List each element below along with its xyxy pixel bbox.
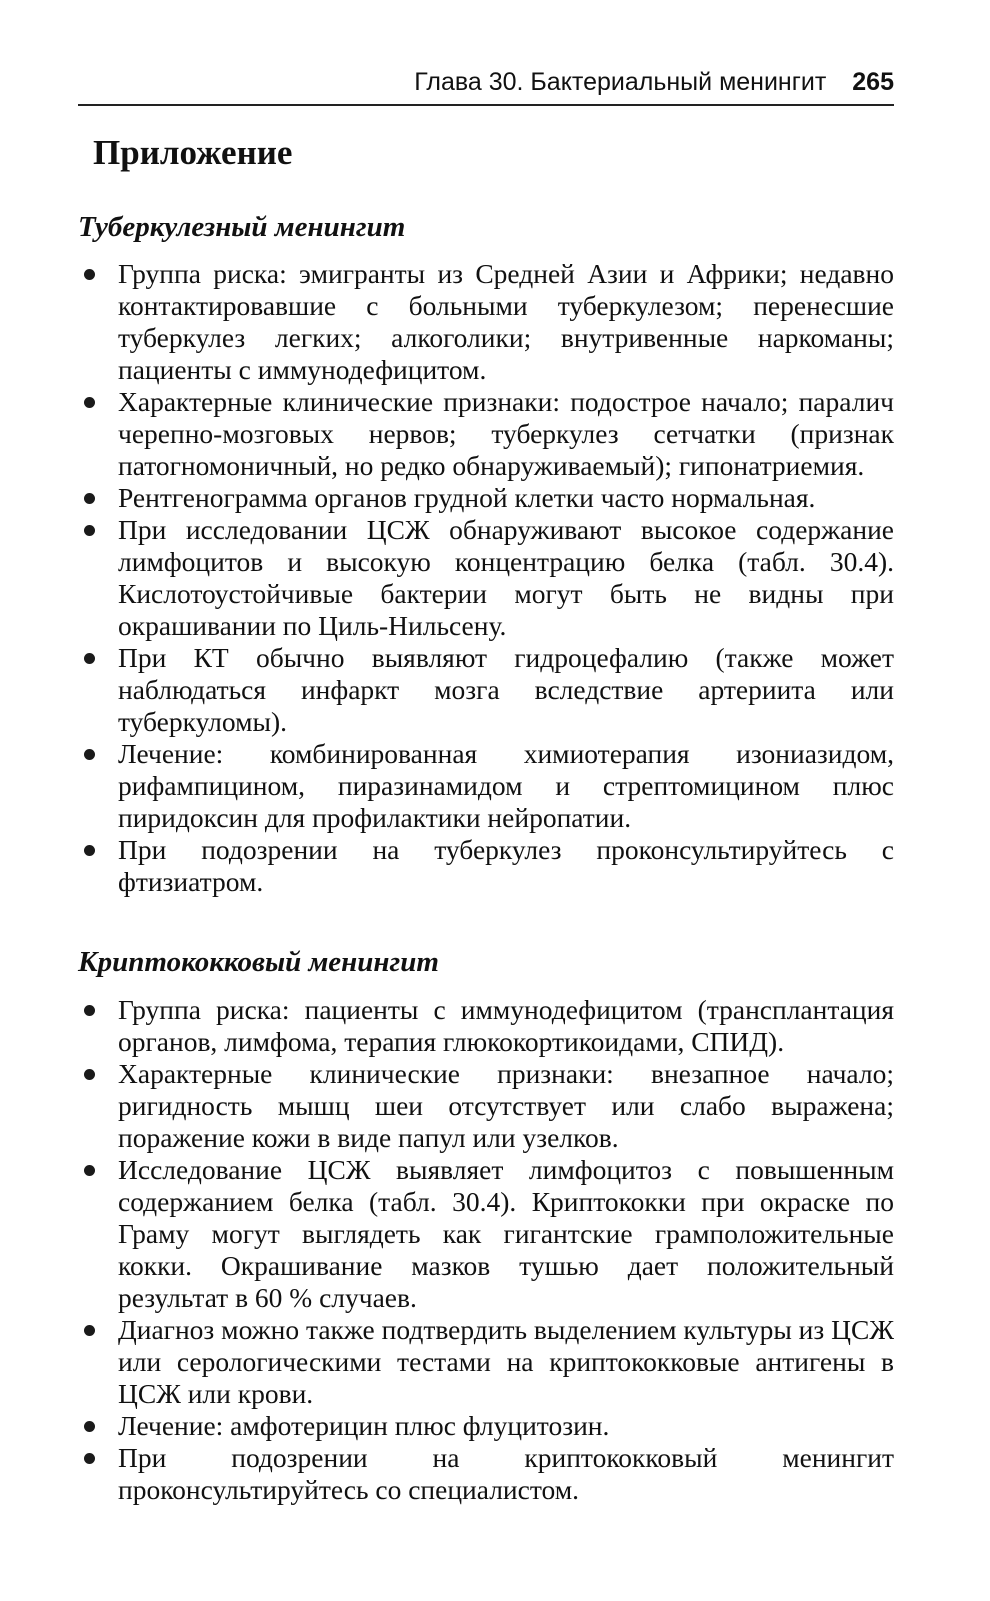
list-item-text: Лечение: комбинированная химиотерапия изониазидом, рифампицином, пиразинамидом и стрептомицином плюс пиридоксин для профилактики нейропатии. bbox=[118, 738, 894, 833]
list-item-text: При подозрении на криптококковый менингит проконсультируйтесь со специалистом. bbox=[118, 1442, 894, 1505]
chapter-title: Глава 30. Бактериальный менингит bbox=[414, 68, 827, 96]
bullet-icon bbox=[84, 1453, 95, 1464]
list-item-text: Группа риска: эмигранты из Средней Азии и Африки; недавно контактировавшие с больными туберкулезом; перенесшие туберкулез легких; алкоголики; внутривенные наркоманы; пациенты с иммунодефицитом. bbox=[118, 258, 894, 385]
list-item bbox=[78, 386, 894, 482]
list-item-text: При КТ обычно выявляют гидроцефалию (также может наблюдаться инфаркт мозга вследствие артериита или туберкуломы). bbox=[118, 642, 894, 737]
list-item-text: Рентгенограмма органов грудной клетки часто нормальная. bbox=[118, 482, 816, 513]
section-heading-cryptococcal-meningitis: Криптококковый менингит bbox=[78, 946, 439, 978]
bullet-list-cryptococcal-meningitis bbox=[78, 994, 894, 1506]
running-head bbox=[78, 62, 894, 106]
bullet-icon bbox=[84, 749, 95, 760]
list-item bbox=[78, 1410, 894, 1442]
bullet-icon bbox=[84, 1325, 95, 1336]
list-item bbox=[78, 738, 894, 834]
list-item bbox=[78, 834, 894, 898]
list-item bbox=[78, 258, 894, 386]
list-item bbox=[78, 1058, 894, 1154]
bullet-icon bbox=[84, 1421, 95, 1432]
bullet-icon bbox=[84, 269, 95, 280]
page-number: 265 bbox=[852, 68, 894, 96]
list-item bbox=[78, 514, 894, 642]
bullet-icon bbox=[84, 1069, 95, 1080]
list-item-text: Диагноз можно также подтвердить выделением культуры из ЦСЖ или серологическими тестами на криптококковые антигены в ЦСЖ или крови. bbox=[118, 1314, 894, 1409]
bullet-icon bbox=[84, 525, 95, 536]
list-item bbox=[78, 1154, 894, 1314]
list-item-text: Исследование ЦСЖ выявляет лимфоцитоз с повышенным содержанием белка (табл. 30.4). Криптококки при окраске по Граму могут выглядеть как гигантские грамположительные кокки. Окрашивание мазков тушью дает положительный результат в 60 % случаев. bbox=[118, 1154, 894, 1313]
section-heading-tuberculous-meningitis: Туберкулезный менингит bbox=[78, 211, 406, 243]
list-item-text: При исследовании ЦСЖ обнаруживают высокое содержание лимфоцитов и высокую концентрацию белка (табл. 30.4). Кислотоустойчивые бактерии могут быть не видны при окрашивании по Циль-Нильсену. bbox=[118, 514, 894, 641]
list-item-text: Лечение: амфотерицин плюс флуцитозин. bbox=[118, 1410, 610, 1441]
list-item-text: При подозрении на туберкулез проконсультируйтесь с фтизиатром. bbox=[118, 834, 894, 897]
bullet-icon bbox=[84, 1005, 95, 1016]
list-item bbox=[78, 1314, 894, 1410]
bullet-icon bbox=[84, 845, 95, 856]
list-item-text: Характерные клинические признаки: внезапное начало; ригидность мышц шеи отсутствует или слабо выражена; поражение кожи в виде папул или узелков. bbox=[118, 1058, 894, 1153]
bullet-icon bbox=[84, 653, 95, 664]
bullet-icon bbox=[84, 397, 95, 408]
list-item bbox=[78, 482, 894, 514]
list-item bbox=[78, 1442, 894, 1506]
bullet-list-tuberculous-meningitis bbox=[78, 258, 894, 898]
list-item-text: Характерные клинические признаки: подострое начало; паралич черепно-мозговых нервов; туберкулез сетчатки (признак патогномоничный, но редко обнаруживаемый); гипонатриемия. bbox=[118, 386, 894, 481]
list-item-text: Группа риска: пациенты с иммунодефицитом (трансплантация органов, лимфома, терапия глюкокортикоидами, СПИД). bbox=[118, 994, 894, 1057]
bullet-icon bbox=[84, 1165, 95, 1176]
list-item bbox=[78, 994, 894, 1058]
page-title: Приложение bbox=[93, 133, 293, 172]
bullet-icon bbox=[84, 493, 95, 504]
list-item bbox=[78, 642, 894, 738]
